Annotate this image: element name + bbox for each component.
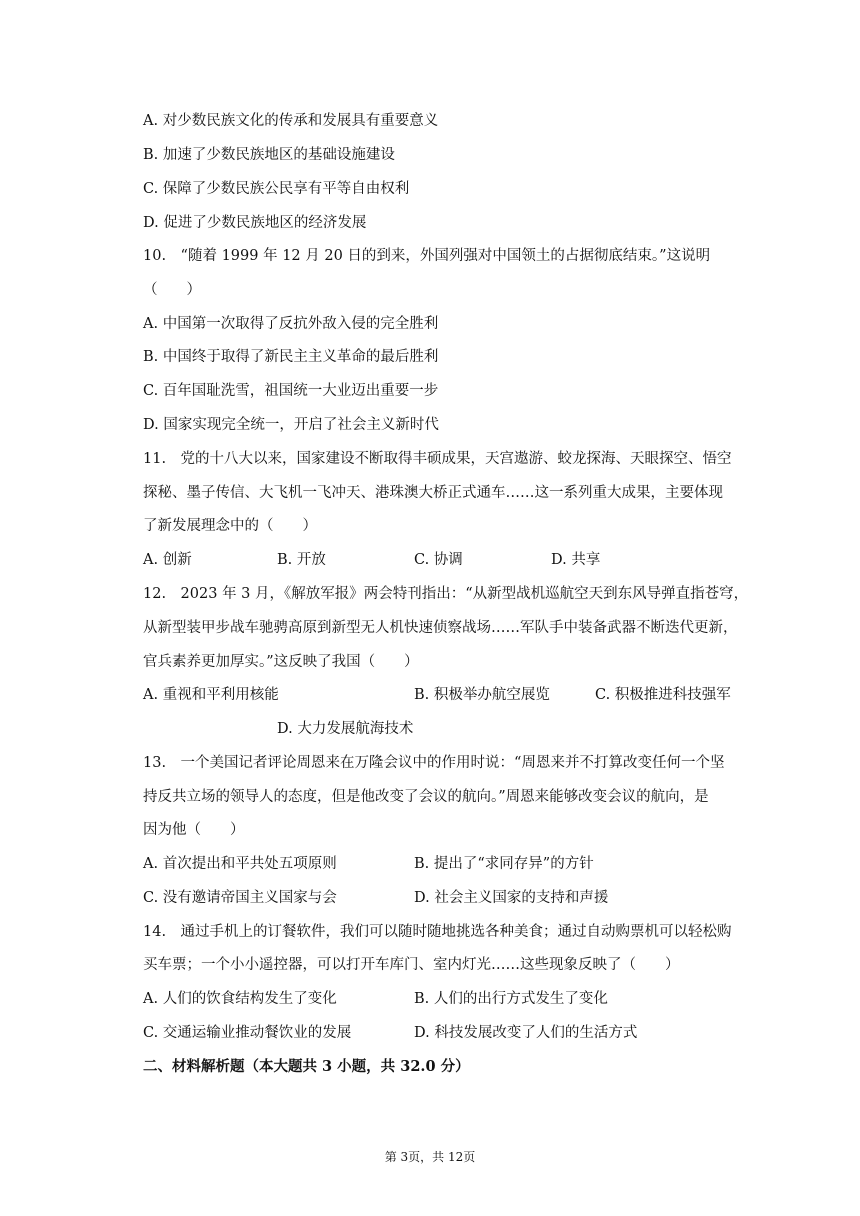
q10-option-a: A. 中国第一次取得了反抗外敌入侵的完全胜利 (143, 316, 439, 332)
q13-option-d: D. 社会主义国家的支持和声援 (414, 890, 609, 906)
q14-option-d: D. 科技发展改变了人们的生活方式 (414, 1025, 638, 1041)
q12-option-a: A. 重视和平利用核能 (143, 687, 279, 703)
q11-stem-line-2: 探秘、墨子传信、大飞机一飞冲天、港珠澳大桥正式通车……这一系列重大成果，主要体现 (143, 485, 723, 501)
q10-stem-line-2: （ ） (143, 282, 201, 298)
q13-option-b: B. 提出了“求同存异”的方针 (414, 856, 594, 872)
q13-option-c: C. 没有邀请帝国主义国家与会 (143, 890, 337, 906)
q10-stem-line-1: 10. “随着 1999 年 12 月 20 日的到来，外国列强对中国领土的占据彻底结束。”这说明 (143, 248, 711, 264)
q11-option-c: C. 协调 (414, 552, 463, 568)
section-heading: 二、材料解析题（本大题共 3 小题，共 32.0 分） (143, 1058, 470, 1075)
q10-option-d: D. 国家实现完全统一，开启了社会主义新时代 (143, 417, 439, 433)
q11-stem-line-3: 了新发展理念中的（ ） (143, 518, 317, 534)
q12-options-row (143, 684, 763, 706)
q12-stem-line-1: 12. 2023 年 3 月，《解放军报》两会特刊指出：“从新型战机巡航空天到东风导弹直指苍穹， (143, 586, 749, 602)
q14-option-a: A. 人们的饮食结构发生了变化 (143, 991, 337, 1007)
q12-stem-line-2: 从新型装甲步战车驰骋高原到新型无人机快速侦察战场……军队手中装备武器不断迭代更新， (143, 620, 738, 636)
q13-stem-line-3: 因为他（ ） (143, 822, 245, 838)
page-footer: 第 3页，共 12页 (384, 1150, 476, 1164)
q14-stem-line-2: 买车票；一个小小遥控器，可以打开车库门、室内灯光……这些现象反映了（ ） (143, 957, 680, 973)
q9-option-d: D. 促进了少数民族地区的经济发展 (143, 215, 367, 231)
q14-options-row-1 (143, 988, 763, 1010)
q13-stem-line-1: 13. 一个美国记者评论周恩来在万隆会议中的作用时说：“周恩来并不打算改变任何一个坚 (143, 755, 725, 771)
q13-options-row-2 (143, 887, 763, 909)
q9-option-c: C. 保障了少数民族公民享有平等自由权利 (143, 181, 410, 197)
q14-options-row-2 (143, 1022, 763, 1044)
q11-option-d: D. 共享 (551, 552, 601, 568)
q13-options-row-1 (143, 853, 763, 875)
q11-option-a: A. 创新 (143, 552, 192, 568)
q12-option-d: D. 大力发展航海技术 (277, 721, 414, 737)
q13-stem-line-2: 持反共立场的领导人的态度，但是他改变了会议的航向。”周恩来能够改变会议的航向，是 (143, 789, 709, 805)
q10-option-b: B. 中国终于取得了新民主主义革命的最后胜利 (143, 349, 439, 365)
q9-option-a: A. 对少数民族文化的传承和发展具有重要意义 (143, 113, 439, 129)
q10-option-c: C. 百年国耻洗雪，祖国统一大业迈出重要一步 (143, 383, 439, 399)
q14-option-b: B. 人们的出行方式发生了变化 (414, 991, 608, 1007)
q12-options-row-2 (143, 718, 763, 740)
q12-option-c: C. 积极推进科技强军 (595, 687, 731, 703)
q12-option-b: B. 积极举办航空展览 (414, 687, 550, 703)
q11-option-b: B. 开放 (277, 552, 326, 568)
q13-option-a: A. 首次提出和平共处五项原则 (143, 856, 337, 872)
q9-option-b: B. 加速了少数民族地区的基础设施建设 (143, 147, 395, 163)
q11-options-row (143, 549, 763, 571)
q14-option-c: C. 交通运输业推动餐饮业的发展 (143, 1025, 352, 1041)
q14-stem-line-1: 14. 通过手机上的订餐软件，我们可以随时随地挑选各种美食；通过自动购票机可以轻松购 (143, 924, 732, 940)
q12-stem-line-3: 官兵素养更加厚实。”这反映了我国（ ） (143, 654, 419, 670)
q11-stem-line-1: 11. 党的十八大以来，国家建设不断取得丰硕成果，天宫遨游、蛟龙探海、天眼探空、悟空 (143, 451, 732, 467)
